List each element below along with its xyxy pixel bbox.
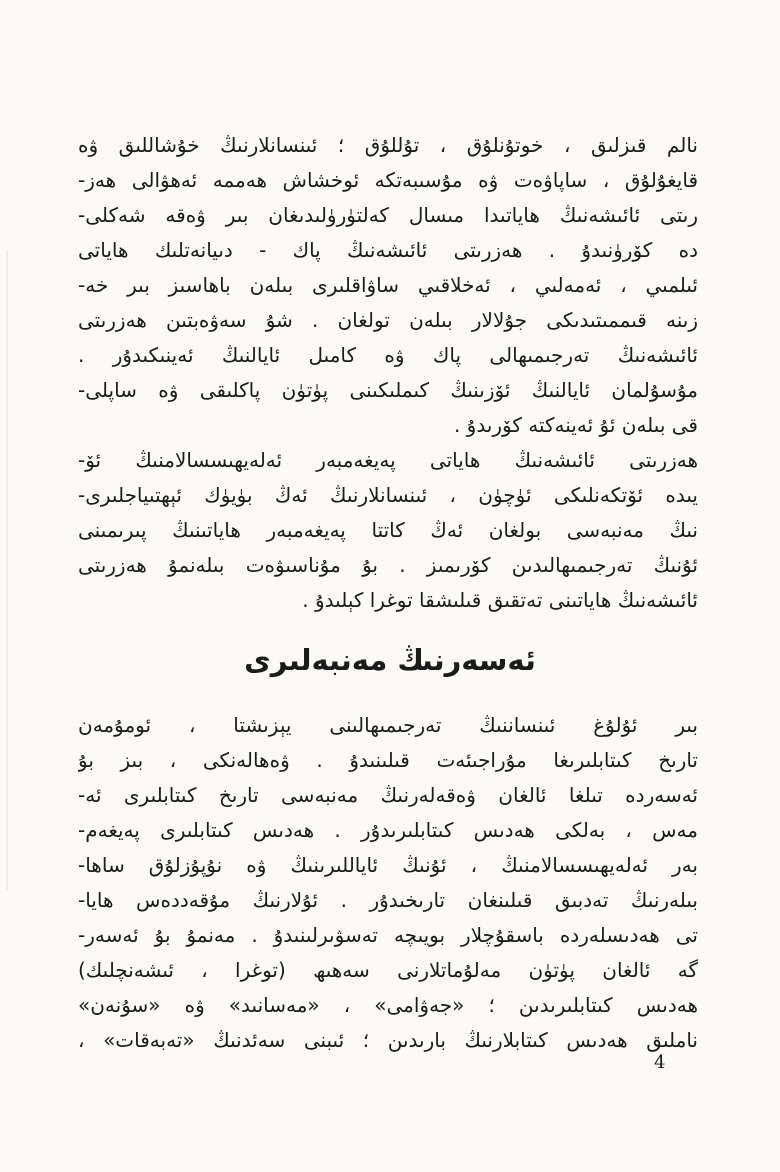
paragraph-2 [78, 708, 698, 1058]
text-line: دە كۆرۈنىدۇ . ھەزرىتى ئائىشەنىڭ پاك - دىيانەتلىك ھاياتى [78, 238, 698, 262]
text-line: ئىلمىي ، ئەمەلىي ، ئەخلاقىي ساۋاقلىرى بىلەن باھاسىز بىر خە- [78, 273, 698, 297]
text-line: نالم قىزلىق ، خوتۇنلۇق ، تۇللۇق ؛ ئىنسانلارنىڭ خۇشاللىق ۋە [78, 133, 698, 157]
text-line: ھەزرىتى ئائىشەنىڭ ھاياتى پەيغەمبەر ئەلەيھىسسالامنىڭ ئۆ- [78, 448, 698, 472]
paragraph-1 [78, 128, 698, 618]
text-line: ئائىشەنىڭ ھاياتىنى تەتقىق قىلىشقا توغرا كېلىدۇ . [302, 588, 698, 612]
text-line: قايغۇلۇق ، ساپاۋەت ۋە مۇسىبەتكە ئوخشاش ھەممە ئەھۋالى ھەز- [78, 168, 698, 192]
page-number: 4 [654, 1052, 666, 1073]
text-line: يىدە ئۆتكەنلىكى ئۈچۈن ، ئىنسانلارنىڭ ئەڭ بۈيۈك ئېھتىياجلىرى- [78, 483, 698, 507]
section-heading: ئەسەرنىڭ مەنبەلىرى [244, 643, 536, 677]
text-line: ناملىق ھەدىس كىتابلارنىڭ بارىدىن ؛ ئىبنى سەئدنىڭ «تەبەقات» ، [78, 1028, 698, 1052]
text-line: بەر ئەلەيھىسسالامنىڭ ، ئۇنىڭ ئاياللىرىنىڭ ۋە نۇپۇزلۇق ساھا- [78, 853, 698, 877]
text-line: تارىخ كىتابلىرىغا مۇراجىئەت قىلىنىدۇ . ۋەھالەنكى ، بىز بۇ [78, 748, 698, 772]
text-line: بىر ئۇلۇغ ئىنساننىڭ تەرجىمىھالىنى يېزىشتا ، ئومۇمەن [78, 713, 698, 737]
text-line: مەس ، بەلكى ھەدىس كىتابلىرىدۇر . ھەدىس كىتابلىرى پەيغەم- [78, 818, 698, 842]
text-line: بىلەرنىڭ تەدبىق قىلىنغان تارىخىدۇر . ئۇلارنىڭ مۇقەددەس ھايا- [78, 888, 698, 912]
text-line: ئەسەردە تىلغا ئالغان ۋەقەلەرنىڭ مەنبەسى تارىخ كىتابلىرى ئە- [78, 783, 698, 807]
text-line: زىنە قىممىتىدىكى جۇلالار بىلەن تولغان . شۇ سەۋەبتىن ھەزرىتى [78, 308, 698, 332]
text-line: نىڭ مەنبەسى بولغان ئەڭ كاتتا پەيغەمبەر ھاياتىنىڭ پىرىمىنى [78, 518, 698, 542]
text-line: ئۇنىڭ تەرجىمىھالىدىن كۆرىمىز . بۇ مۇناسىۋەت بىلەنمۇ ھەزرىتى [78, 553, 698, 577]
text-line: گە ئالغان پۈتۈن مەلۇماتلارنى سەھىھ (توغرا ، ئىشەنچلىك) [78, 958, 698, 982]
text-line: رىتى ئائىشەنىڭ ھاياتىدا مىسال كەلتۈرۈلىدىغان بىر ۋەقە شەكلى- [78, 203, 698, 227]
text-line: مۇسۇلمان ئايالنىڭ ئۆزىنىڭ كىملىكىنى پۈتۈن پاكلىقى ۋە ساپلى- [78, 378, 698, 402]
text-line: تى ھەدىسلەردە باسقۇچلار بويىچە تەسۋىرلىنىدۇ . مەنمۇ بۇ ئەسەر- [78, 923, 698, 947]
text-line: ئائىشەنىڭ تەرجىمىھالى پاك ۋە كامىل ئايالنىڭ ئەينىكىدۇر . [78, 343, 698, 367]
text-line: ھەدىس كىتابلىرىدىن ؛ «جەۋامى» ، «مەسانىد» ۋە «سۇنەن» [78, 993, 698, 1017]
text-line: قى بىلەن ئۇ ئەينەكتە كۆرىدۇ . [453, 413, 698, 437]
page-margin-mark [6, 250, 8, 890]
